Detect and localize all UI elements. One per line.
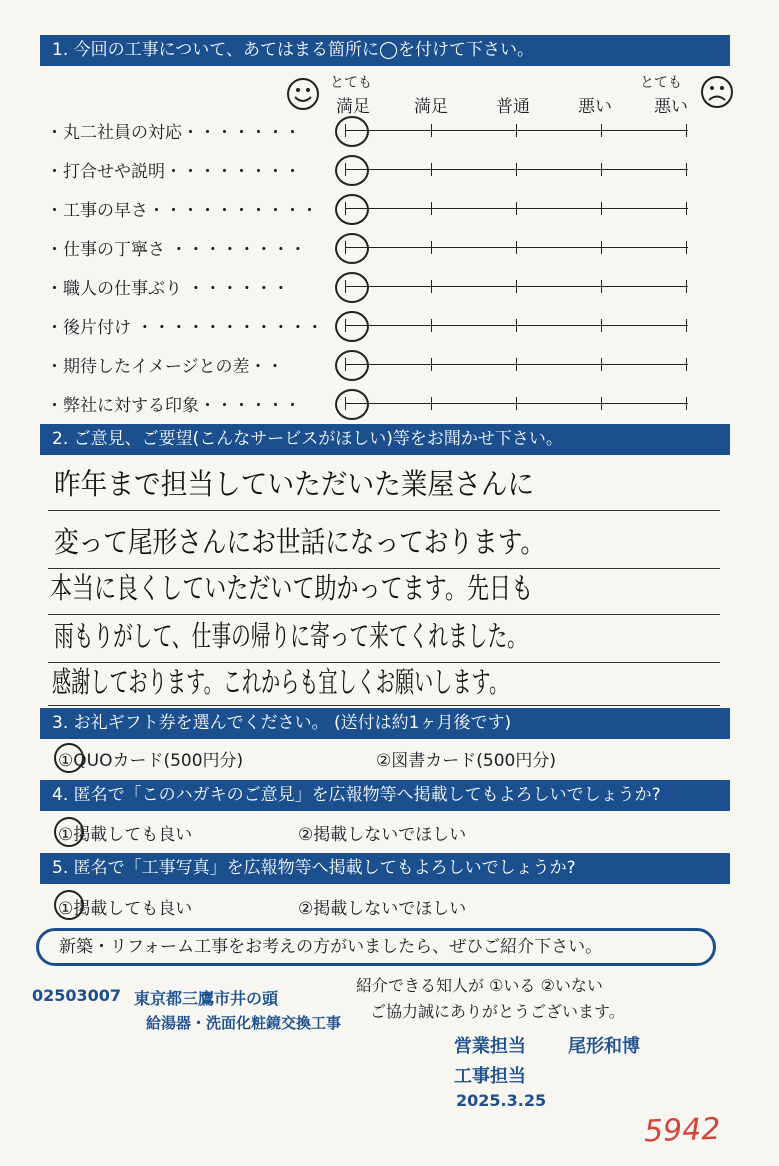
ruled-line (48, 510, 720, 511)
rating-scale-tick[interactable] (516, 280, 517, 293)
comment-line: 変って尾形さんにお世話になっております。 (54, 525, 546, 559)
rating-scale-tick[interactable] (431, 280, 432, 293)
scale-satisfied: 満足 (414, 97, 448, 117)
rating-scale-tick[interactable] (686, 202, 687, 215)
rating-scale-tick[interactable] (686, 358, 687, 371)
rating-item-label: ・弊社に対する印象・・・・・・ (46, 396, 301, 416)
sales-label: 営業担当 (454, 1036, 526, 1057)
work-description: 給湯器・洗面化粧鏡交換工事 (146, 1014, 342, 1032)
rating-item-label: ・打合せや説明・・・・・・・・ (46, 162, 301, 182)
publish-photo-yes[interactable]: ①掲載しても良い (58, 899, 193, 919)
rating-scale-tick[interactable] (516, 397, 517, 410)
rating-item-label: ・丸二社員の対応・・・・・・・ (46, 123, 301, 143)
ruled-line (48, 568, 720, 569)
rating-scale-tick[interactable] (601, 124, 602, 137)
rating-scale-tick[interactable] (516, 202, 517, 215)
rating-scale-tick[interactable] (431, 124, 432, 137)
rating-scale-tick[interactable] (516, 319, 517, 332)
q1-title: 1. 今回の工事について、あてはまる箇所に◯を付けて下さい。 (40, 35, 730, 66)
gift-option-quo[interactable]: ①QUOカード(500円分) (58, 751, 244, 771)
rating-item-label: ・期待したイメージとの差・・ (46, 357, 284, 377)
ruled-line (48, 614, 720, 615)
sales-name: 尾形和博 (568, 1036, 640, 1057)
rating-scale-tick[interactable] (431, 397, 432, 410)
rating-selected-circle (335, 194, 369, 225)
rating-scale-tick[interactable] (516, 358, 517, 371)
rating-selected-circle (335, 272, 369, 303)
rating-scale-tick[interactable] (601, 163, 602, 176)
customer-code: 02503007 (32, 986, 122, 1005)
rating-selected-circle (335, 116, 369, 147)
publish-comment-no[interactable]: ②掲載しないでほしい (298, 825, 467, 845)
rating-selected-circle (335, 389, 369, 420)
gift-option-book[interactable]: ②図書カード(500円分) (376, 751, 556, 771)
rating-scale-tick[interactable] (601, 202, 602, 215)
smiley-icon (286, 77, 320, 111)
frown-icon (700, 75, 734, 109)
rating-scale-tick[interactable] (601, 358, 602, 371)
comment-line: 感謝しております。これからも宜しくお願いします。 (52, 665, 509, 699)
rating-scale-tick[interactable] (516, 241, 517, 254)
q2-title: 2. ご意見、ご要望(こんなサービスがほしい)等をお聞かせ下さい。 (40, 424, 730, 455)
comment-line: 本当に良くしていただいて助かってます。先日も (50, 571, 534, 605)
rating-scale-tick[interactable] (686, 397, 687, 410)
rating-scale-tick[interactable] (431, 163, 432, 176)
construction-label: 工事担当 (454, 1066, 526, 1087)
ruled-line (48, 705, 720, 706)
rating-scale-tick[interactable] (686, 319, 687, 332)
rating-scale-tick[interactable] (431, 241, 432, 254)
scale-very-satisfied-top: とても (330, 75, 372, 91)
customer-address: 東京都三鷹市井の頭 (134, 989, 279, 1008)
scale-normal: 普通 (496, 97, 530, 117)
referral-banner: 新築・リフォーム工事をお考えの方がいましたら、ぜひご紹介下さい。 (36, 928, 716, 966)
comment-line: 昨年まで担当していただいた業屋さんに (54, 467, 535, 501)
rating-scale-tick[interactable] (601, 319, 602, 332)
referral-question: 紹介できる知人が ①いる ②いない (356, 976, 603, 995)
rating-scale-tick[interactable] (686, 280, 687, 293)
rating-scale-tick[interactable] (431, 358, 432, 371)
rating-scale-tick[interactable] (431, 319, 432, 332)
rating-item-label: ・仕事の丁寧さ ・・・・・・・・ (46, 240, 307, 260)
q3-title: 3. お礼ギフト券を選んでください。 (送付は約1ヶ月後です) (40, 708, 730, 739)
scale-very-bad-top: とても (640, 75, 682, 91)
stamp-number: 5942 (643, 1111, 721, 1150)
rating-scale-tick[interactable] (601, 241, 602, 254)
rating-scale-tick[interactable] (601, 280, 602, 293)
rating-scale-tick[interactable] (516, 163, 517, 176)
survey-date: 2025.3.25 (456, 1091, 547, 1110)
scale-bad: 悪い (578, 97, 612, 117)
q4-title: 4. 匿名で「このハガキのご意見」を広報物等へ掲載してもよろしいでしょうか? (40, 780, 730, 811)
scale-very-satisfied: 満足 (336, 97, 370, 117)
publish-photo-no[interactable]: ②掲載しないでほしい (298, 899, 467, 919)
rating-scale-tick[interactable] (516, 124, 517, 137)
rating-item-label: ・職人の仕事ぶり ・・・・・・ (46, 279, 290, 299)
ruled-line (48, 662, 720, 663)
rating-item-label: ・工事の早さ・・・・・・・・・・ (46, 201, 318, 221)
rating-scale-tick[interactable] (431, 202, 432, 215)
rating-item-label: ・後片付け ・・・・・・・・・・・ (46, 318, 324, 338)
rating-scale-tick[interactable] (601, 397, 602, 410)
rating-selected-circle (335, 233, 369, 264)
scale-very-bad: 悪い (654, 97, 688, 117)
q5-title: 5. 匿名で「工事写真」を広報物等へ掲載してもよろしいでしょうか? (40, 853, 730, 884)
rating-selected-circle (335, 311, 369, 342)
thanks-text: ご協力誠にありがとうございます。 (370, 1002, 625, 1021)
rating-scale-tick[interactable] (686, 241, 687, 254)
rating-scale-tick[interactable] (686, 163, 687, 176)
rating-selected-circle (335, 350, 369, 381)
rating-scale-tick[interactable] (686, 124, 687, 137)
publish-comment-yes[interactable]: ①掲載しても良い (58, 825, 193, 845)
comment-line: 雨もりがして、仕事の帰りに寄って来てくれました。 (54, 619, 527, 653)
rating-selected-circle (335, 155, 369, 186)
